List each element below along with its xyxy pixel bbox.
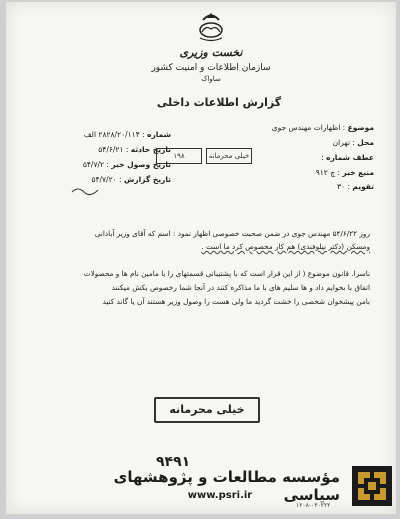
document-number: ۹۴۹۱ <box>156 454 191 470</box>
date-event-value: ۵۴/۶/۲۱ <box>98 145 124 154</box>
grade-label: تقویم <box>352 182 374 191</box>
body-line-3: ناسرا. قانون موضوع ( از این قرار است که با پشتیبانی قسمتهای را با مامین نام ها و محصولات <box>83 269 370 278</box>
date-received-label: تاریخ وصول خبر <box>111 160 171 169</box>
number-label: شماره <box>147 130 171 139</box>
body-line-2 <box>30 242 370 251</box>
org-subtitle: سازمان اطلاعات و امنیت کشور <box>151 63 271 73</box>
document-page <box>6 2 396 514</box>
body-line-5: بامن پیشخوان شخصی را خشت گردید ما ولی هست را وصول وزیر هستند آن یا گاند کنید <box>102 297 370 306</box>
source-value: چ ۹۱۲ <box>315 168 336 177</box>
date-report-field: تاریخ گزارش : ۵۴/۷/۲۰ <box>91 175 171 184</box>
number-field: شماره : ۲۸۲۸/۲۰/۱۱۴ الف <box>83 130 171 139</box>
footer-code: ۱۲۰۸-۰۳۰۲۲۲ <box>296 502 331 509</box>
institute-logo-icon <box>352 466 392 506</box>
report-title: گزارش اطلاعات داخلی <box>156 96 282 109</box>
date-received-field: تاریخ وصول خبر : ۵۴/۷/۲ <box>82 160 171 169</box>
stamp-box-secret: خیلی محرمانه <box>206 148 252 164</box>
date-event-label: تاریخ حادثه <box>130 145 171 154</box>
date-received-value: ۵۴/۷/۲ <box>82 160 105 169</box>
subject-label: موضوع <box>347 123 374 132</box>
source-field: منبع خبر : چ ۹۱۲ <box>315 168 374 177</box>
place-label: محل <box>357 138 374 147</box>
date-report-label: تاریخ گزارش <box>123 175 171 184</box>
place-field: محل : تهران <box>332 138 374 147</box>
place-value: تهران <box>332 138 350 147</box>
grade-field: تقویم : ۳۰ <box>337 182 374 191</box>
stamp-box-number: ۱۹۸ <box>156 148 202 164</box>
org-abbreviation: ساواک <box>201 75 221 83</box>
attach-label: عطف شماره <box>326 153 374 162</box>
lion-and-sun-emblem-icon <box>194 10 228 42</box>
body-line-4: اتفاق با بخوایم داد و ها سلیم های با ما مذاکره کنند در آنجا شما رخصوص بکش میکنند <box>111 283 370 292</box>
classification-stamp: خیلی محرمانه <box>154 397 260 423</box>
body-line-1: روز ۵۴/۶/۲۲ مهندس جوی در ضمن صحبت خصوصی اظهار نمود : اسم که آقای وزیر آبادانی <box>94 229 370 238</box>
attach-field: عطف شماره : <box>321 153 374 162</box>
watermark-url: www.psri.ir <box>187 490 253 501</box>
grade-value: ۳۰ <box>337 182 346 191</box>
subject-field: موضوع : اظهارات مهندس جوی <box>271 123 374 132</box>
org-name: نخست وزیری <box>179 46 243 59</box>
date-event-field: تاریخ حادثه : ۵۴/۶/۲۱ <box>98 145 171 154</box>
source-label: منبع خبر <box>342 168 374 177</box>
handwritten-mark <box>70 184 100 196</box>
date-report-value: ۵۴/۷/۲۰ <box>91 175 117 184</box>
number-value: ۲۸۲۸/۲۰/۱۱۴ الف <box>83 130 140 139</box>
subject-value: اظهارات مهندس جوی <box>271 123 341 132</box>
watermark-title: مؤسسه مطالعات و پژوهشهای سیاسی <box>113 468 340 504</box>
body-line-2-text: ومسکن (دکتر نیلوفندی) هم کار مخصوص کرد ما است . <box>201 242 370 251</box>
